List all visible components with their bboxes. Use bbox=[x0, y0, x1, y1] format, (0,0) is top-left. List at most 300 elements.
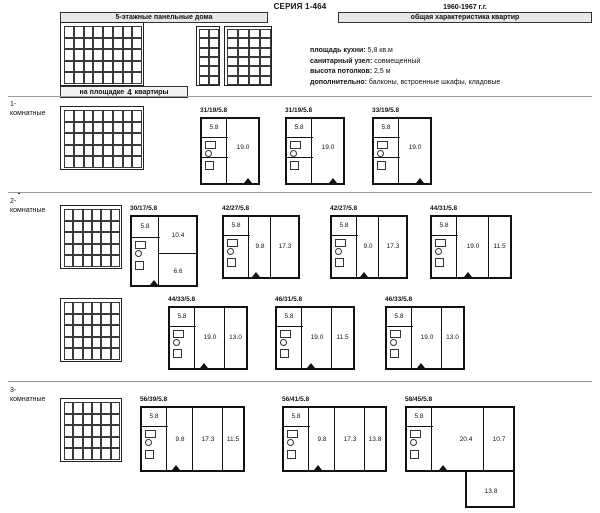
facade-window bbox=[83, 232, 92, 244]
spec-row-ceiling bbox=[310, 67, 595, 78]
facade-window bbox=[103, 26, 113, 38]
facade-window bbox=[123, 72, 133, 84]
room-living: 19.0 bbox=[408, 143, 422, 151]
bathroom-fixture-icon bbox=[135, 241, 146, 249]
apartment-spec-list bbox=[310, 46, 595, 88]
facade-window bbox=[111, 337, 120, 349]
bathroom-fixture-icon bbox=[390, 339, 397, 346]
facade-window bbox=[132, 38, 142, 50]
room-living: 17.3 bbox=[278, 242, 292, 250]
plan-2room-b bbox=[222, 205, 300, 279]
facade-window bbox=[227, 29, 238, 38]
facade-window bbox=[74, 110, 84, 122]
facade-window bbox=[101, 448, 110, 460]
facade-window bbox=[84, 38, 94, 50]
plan-3room-b bbox=[282, 396, 387, 472]
facade-window bbox=[92, 414, 101, 426]
facade-window bbox=[101, 414, 110, 426]
facade-window bbox=[132, 133, 142, 145]
facade-window bbox=[83, 221, 92, 233]
facade-window bbox=[73, 221, 82, 233]
facade-window bbox=[111, 414, 120, 426]
facade-window bbox=[199, 57, 209, 66]
facade-window bbox=[101, 425, 110, 437]
per-floor-count: 4 bbox=[127, 87, 132, 97]
facade-window bbox=[101, 221, 110, 233]
facade-window bbox=[64, 448, 73, 460]
bathroom-fixture-icon bbox=[435, 248, 442, 255]
spec-value-ceiling: 2,5 м bbox=[374, 68, 391, 75]
facade-window bbox=[73, 209, 82, 221]
facade-window bbox=[209, 57, 219, 66]
facade-window bbox=[111, 244, 120, 256]
bathroom-fixture-icon bbox=[173, 339, 180, 346]
band-building-type: 5-этажные панельные дома bbox=[60, 12, 268, 23]
room-living: 19.0 bbox=[466, 242, 480, 250]
facade-window bbox=[64, 209, 73, 221]
facade-window bbox=[92, 337, 101, 349]
facade-window bbox=[84, 156, 94, 168]
room-bedroom: 11.5 bbox=[336, 333, 349, 341]
plan-3room-c-annex bbox=[465, 470, 515, 508]
facade-window bbox=[93, 145, 103, 157]
facade-window bbox=[101, 209, 110, 221]
bathroom-fixture-icon bbox=[135, 250, 142, 257]
room-kitchen: 5.8 bbox=[140, 223, 150, 230]
balcony-triangle-icon bbox=[416, 178, 424, 183]
facade-window bbox=[64, 145, 74, 157]
spec-key-bathroom: санитарный узел: bbox=[310, 57, 373, 65]
balcony-triangle-icon bbox=[329, 178, 337, 183]
balcony-triangle-icon bbox=[360, 272, 368, 277]
facade-window bbox=[93, 49, 103, 61]
facade-window bbox=[92, 314, 101, 326]
kitchen-stove-icon bbox=[227, 258, 236, 267]
group-label-two-room-line1: 2- bbox=[10, 198, 17, 205]
facade-window bbox=[84, 72, 94, 84]
group-label-two-room bbox=[10, 198, 45, 215]
plan-2room-d bbox=[430, 205, 512, 279]
facade-window bbox=[209, 29, 219, 38]
balcony-triangle-icon bbox=[314, 465, 322, 470]
facade-window bbox=[103, 38, 113, 50]
facade-window bbox=[113, 110, 123, 122]
room-kitchen: 5.8 bbox=[294, 124, 304, 131]
bathroom-fixture-icon bbox=[335, 239, 346, 247]
facade-window bbox=[132, 156, 142, 168]
facade-window bbox=[92, 325, 101, 337]
facade-window bbox=[64, 110, 74, 122]
room-living: 19.0 bbox=[203, 333, 217, 341]
kitchen-stove-icon bbox=[145, 450, 154, 459]
plan-code: 30/17/5.8 bbox=[130, 205, 158, 212]
facade-window bbox=[83, 314, 92, 326]
room-living: 17.3 bbox=[343, 435, 357, 443]
group-label-three-room bbox=[10, 387, 45, 404]
facade-window bbox=[64, 314, 73, 326]
facade-window bbox=[64, 221, 73, 233]
facade-window bbox=[111, 302, 120, 314]
facade-window bbox=[74, 38, 84, 50]
facade-window bbox=[84, 122, 94, 134]
facade-window bbox=[73, 348, 82, 360]
facade-window bbox=[113, 38, 123, 50]
facade-window bbox=[113, 49, 123, 61]
facade-window bbox=[238, 29, 249, 38]
facade-window bbox=[260, 66, 271, 75]
plan-1room-b bbox=[285, 107, 345, 185]
facade-window bbox=[123, 61, 133, 73]
bathroom-fixture-icon bbox=[377, 150, 384, 157]
facade-window bbox=[64, 38, 74, 50]
facade-window bbox=[73, 302, 82, 314]
bathroom-fixture-icon bbox=[290, 150, 297, 157]
facade-window bbox=[73, 414, 82, 426]
facade-window bbox=[84, 133, 94, 145]
spec-row-kitchen bbox=[310, 46, 595, 57]
kitchen-stove-icon bbox=[280, 349, 289, 358]
facade-window bbox=[74, 72, 84, 84]
facade-window bbox=[84, 26, 94, 38]
bathroom-fixture-icon bbox=[227, 248, 234, 255]
room-kitchen: 5.8 bbox=[439, 221, 449, 229]
facade-window bbox=[101, 325, 110, 337]
room-living: 19.0 bbox=[310, 333, 324, 341]
plan-code: 44/31/5.8 bbox=[430, 205, 458, 212]
plan-code: 31/19/5.8 bbox=[200, 107, 228, 114]
per-floor-suffix: квартиры bbox=[134, 88, 169, 96]
facade-window bbox=[74, 122, 84, 134]
plan-2room-f bbox=[275, 296, 355, 370]
facade-window bbox=[83, 244, 92, 256]
facade-window bbox=[83, 414, 92, 426]
facade-window bbox=[92, 425, 101, 437]
facade-window bbox=[73, 325, 82, 337]
facade-window bbox=[92, 244, 101, 256]
facade-window bbox=[93, 26, 103, 38]
facade-window bbox=[209, 38, 219, 47]
room-kitchen: 5.8 bbox=[414, 412, 424, 420]
room-kitchen: 5.8 bbox=[177, 312, 187, 320]
room-kitchen: 5.8 bbox=[381, 124, 391, 131]
facade-window bbox=[73, 448, 82, 460]
facade-window bbox=[64, 133, 74, 145]
room-bedroom: 6.6 bbox=[173, 267, 183, 275]
room-kitchen: 5.8 bbox=[291, 412, 301, 420]
facade-window bbox=[111, 232, 120, 244]
bathroom-fixture-icon bbox=[287, 430, 298, 438]
room-bedroom: 11.5 bbox=[493, 242, 506, 250]
facade-window bbox=[209, 66, 219, 75]
per-floor-prefix: на площадке bbox=[79, 88, 125, 96]
facade-thumb-2room-b bbox=[60, 298, 122, 362]
facade-window bbox=[73, 437, 82, 449]
facade-window bbox=[92, 302, 101, 314]
kitchen-stove-icon bbox=[377, 161, 386, 170]
balcony-triangle-icon bbox=[464, 272, 472, 277]
facade-window bbox=[73, 337, 82, 349]
facade-window bbox=[111, 255, 120, 267]
facade-window bbox=[227, 66, 238, 75]
room-bedroom: 13.0 bbox=[446, 333, 459, 341]
facade-window bbox=[73, 425, 82, 437]
room-kitchen: 5.8 bbox=[231, 221, 241, 229]
facade-window bbox=[101, 255, 110, 267]
room-bedroom: 13.0 bbox=[229, 333, 242, 341]
facade-window bbox=[103, 110, 113, 122]
group-label-one-room bbox=[10, 101, 45, 118]
room-kitchen: 5.8 bbox=[339, 221, 349, 229]
facade-window bbox=[113, 72, 123, 84]
room-kitchen: 5.8 bbox=[284, 312, 294, 320]
facade-window bbox=[199, 29, 209, 38]
room-bedroom: 9.0 bbox=[363, 242, 373, 250]
facade-window bbox=[209, 76, 219, 85]
facade-window bbox=[74, 156, 84, 168]
facade-window bbox=[227, 57, 238, 66]
plan-2room-g bbox=[385, 296, 465, 370]
bathroom-fixture-icon bbox=[410, 430, 421, 438]
facade-window bbox=[74, 49, 84, 61]
facade-window bbox=[93, 122, 103, 134]
room-living: 17.3 bbox=[201, 435, 215, 443]
plan-3room-c bbox=[405, 396, 515, 472]
facade-window bbox=[113, 133, 123, 145]
facade-window bbox=[103, 61, 113, 73]
facade-window bbox=[84, 145, 94, 157]
divider-one-room bbox=[8, 192, 592, 193]
bathroom-fixture-icon bbox=[287, 439, 294, 446]
spec-value-extra: балконы, встроенные шкафы, кладовые bbox=[368, 78, 501, 86]
bathroom-fixture-icon bbox=[377, 141, 388, 149]
facade-window bbox=[103, 133, 113, 145]
divider-two-room bbox=[8, 381, 592, 382]
room-living: 20.4 bbox=[459, 435, 473, 443]
facade-window bbox=[113, 156, 123, 168]
facade-thumb-3room bbox=[60, 398, 122, 462]
facade-window bbox=[238, 76, 249, 85]
room-living: 19.0 bbox=[420, 333, 434, 341]
facade-window bbox=[64, 325, 73, 337]
facade-window bbox=[93, 156, 103, 168]
facade-window bbox=[83, 209, 92, 221]
facade-window bbox=[83, 325, 92, 337]
balcony-triangle-icon bbox=[417, 363, 425, 368]
facade-window bbox=[74, 26, 84, 38]
plan-code: 31/19/5.8 bbox=[285, 107, 313, 114]
bathroom-fixture-icon bbox=[227, 239, 238, 247]
facade-window bbox=[111, 348, 120, 360]
room-bedroom-1: 10.7 bbox=[492, 435, 506, 443]
facade-window bbox=[111, 325, 120, 337]
facade-window bbox=[113, 61, 123, 73]
facade-window bbox=[199, 48, 209, 57]
room-bedroom-2: 13.8 bbox=[484, 487, 498, 495]
spec-value-bathroom: совмещенный bbox=[374, 57, 421, 65]
facade-window bbox=[199, 38, 209, 47]
facade-window bbox=[93, 133, 103, 145]
facade-window bbox=[64, 72, 74, 84]
facade-window bbox=[238, 48, 249, 57]
facade-window bbox=[64, 402, 73, 414]
kitchen-stove-icon bbox=[173, 349, 182, 358]
facade-window bbox=[64, 348, 73, 360]
facade-window bbox=[64, 425, 73, 437]
facade-window bbox=[64, 414, 73, 426]
facade-window bbox=[111, 209, 120, 221]
facade-section-elevation bbox=[224, 26, 272, 86]
bathroom-fixture-icon bbox=[173, 330, 184, 338]
plan-1room-a bbox=[200, 107, 260, 185]
facade-window bbox=[64, 122, 74, 134]
room-bedroom-1: 9.8 bbox=[317, 435, 327, 443]
facade-window bbox=[260, 57, 271, 66]
facade-window bbox=[92, 348, 101, 360]
facade-thumb-2room bbox=[60, 205, 122, 269]
room-living: 19.0 bbox=[321, 143, 335, 151]
facade-window bbox=[64, 49, 74, 61]
facade-window bbox=[111, 402, 120, 414]
room-kitchen: 5.8 bbox=[209, 124, 219, 131]
facade-window bbox=[103, 72, 113, 84]
facade-window bbox=[132, 61, 142, 73]
facade-window bbox=[260, 29, 271, 38]
bathroom-fixture-icon bbox=[280, 339, 287, 346]
kitchen-stove-icon bbox=[135, 261, 144, 270]
spec-row-bathroom bbox=[310, 57, 595, 68]
plan-2room-e bbox=[168, 296, 248, 370]
kitchen-stove-icon bbox=[410, 450, 419, 459]
facade-window bbox=[249, 57, 260, 66]
facade-window bbox=[227, 76, 238, 85]
facade-window bbox=[113, 26, 123, 38]
facade-window bbox=[101, 402, 110, 414]
facade-window bbox=[123, 38, 133, 50]
facade-window bbox=[93, 61, 103, 73]
facade-window bbox=[132, 72, 142, 84]
facade-window bbox=[111, 448, 120, 460]
balcony-triangle-icon bbox=[307, 363, 315, 368]
kitchen-stove-icon bbox=[335, 258, 344, 267]
bathroom-fixture-icon bbox=[335, 248, 342, 255]
room-living: 10.4 bbox=[171, 231, 185, 239]
plan-code: 42/27/5.8 bbox=[222, 205, 250, 212]
facade-window bbox=[111, 425, 120, 437]
facade-window bbox=[74, 133, 84, 145]
facade-window bbox=[92, 232, 101, 244]
facade-window bbox=[73, 255, 82, 267]
plan-code: 46/33/5.8 bbox=[385, 296, 413, 303]
facade-window bbox=[92, 402, 101, 414]
plan-code: 46/31/5.8 bbox=[275, 296, 303, 303]
facade-window bbox=[249, 76, 260, 85]
facade-window bbox=[84, 110, 94, 122]
facade-window bbox=[92, 255, 101, 267]
facade-window bbox=[101, 348, 110, 360]
facade-window bbox=[260, 48, 271, 57]
room-bedroom-1: 9.8 bbox=[175, 435, 185, 443]
facade-window bbox=[64, 337, 73, 349]
facade-window bbox=[84, 49, 94, 61]
facade-window bbox=[123, 26, 133, 38]
facade-window bbox=[123, 49, 133, 61]
facade-window bbox=[101, 232, 110, 244]
facade-window bbox=[83, 425, 92, 437]
facade-window bbox=[260, 76, 271, 85]
balcony-triangle-icon bbox=[200, 363, 208, 368]
facade-window bbox=[64, 302, 73, 314]
plan-code: 42/27/5.8 bbox=[330, 205, 358, 212]
plan-code: 56/41/5.8 bbox=[282, 396, 310, 403]
facade-window bbox=[93, 72, 103, 84]
facade-window bbox=[64, 244, 73, 256]
facade-window bbox=[92, 437, 101, 449]
facade-window bbox=[132, 145, 142, 157]
facade-window bbox=[103, 156, 113, 168]
facade-window bbox=[227, 48, 238, 57]
room-living: 19.0 bbox=[236, 143, 250, 151]
facade-window bbox=[83, 348, 92, 360]
facade-window bbox=[83, 402, 92, 414]
band-years: 1960-1967 г.г. bbox=[443, 4, 487, 11]
plan-3room-a bbox=[140, 396, 245, 472]
facade-window bbox=[83, 337, 92, 349]
bathroom-fixture-icon bbox=[435, 239, 446, 247]
bathroom-fixture-icon bbox=[390, 330, 401, 338]
facade-window bbox=[123, 110, 133, 122]
facade-window bbox=[64, 255, 73, 267]
plan-1room-c bbox=[372, 107, 432, 185]
kitchen-stove-icon bbox=[287, 450, 296, 459]
facade-window bbox=[199, 76, 209, 85]
facade-window bbox=[101, 337, 110, 349]
bathroom-fixture-icon bbox=[280, 330, 291, 338]
bathroom-fixture-icon bbox=[145, 439, 152, 446]
facade-window bbox=[103, 122, 113, 134]
facade-window bbox=[92, 209, 101, 221]
group-label-two-room-line2: комнатные bbox=[10, 206, 46, 214]
facade-window bbox=[111, 221, 120, 233]
facade-window bbox=[111, 437, 120, 449]
facade-window bbox=[83, 255, 92, 267]
facade-window bbox=[132, 26, 142, 38]
room-living: 17.3 bbox=[386, 242, 400, 250]
facade-window bbox=[64, 26, 74, 38]
balcony-triangle-icon bbox=[150, 280, 158, 285]
spec-row-extra bbox=[310, 78, 595, 89]
plan-2room-a bbox=[130, 205, 198, 287]
facade-window bbox=[249, 66, 260, 75]
facade-window bbox=[260, 38, 271, 47]
plan-2room-c bbox=[330, 205, 408, 279]
facade-window bbox=[93, 110, 103, 122]
room-bedroom-2: 13.8 bbox=[368, 435, 382, 443]
divider-top bbox=[8, 96, 592, 97]
facade-window bbox=[73, 314, 82, 326]
spec-key-ceiling: высота потолков: bbox=[310, 68, 373, 75]
plan-code: 58/45/5.8 bbox=[405, 396, 433, 403]
facade-window bbox=[132, 110, 142, 122]
group-label-one-room-line1: 1- bbox=[10, 101, 17, 108]
facade-window bbox=[227, 38, 238, 47]
facade-window bbox=[111, 314, 120, 326]
facade-window bbox=[132, 122, 142, 134]
bathroom-fixture-icon bbox=[205, 150, 212, 157]
facade-window bbox=[83, 437, 92, 449]
balcony-triangle-icon bbox=[172, 465, 180, 470]
facade-window bbox=[92, 221, 101, 233]
facade-window bbox=[249, 38, 260, 47]
